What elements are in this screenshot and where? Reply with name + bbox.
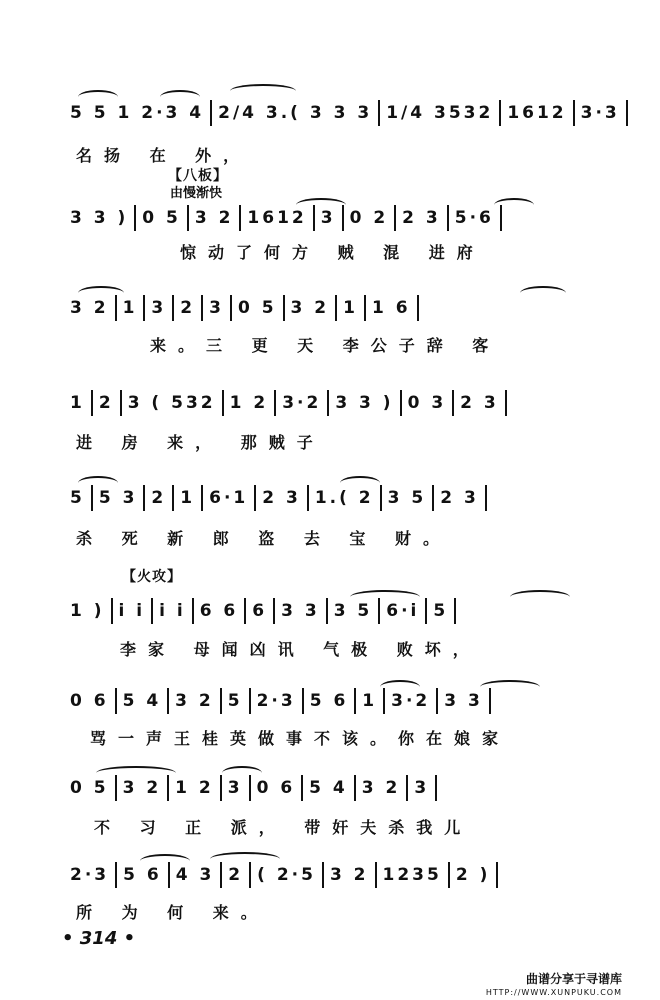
- barline: [573, 100, 575, 126]
- barline: [283, 295, 285, 321]
- measure: 6 6: [199, 601, 239, 621]
- measure: 5 3: [98, 488, 138, 508]
- measure: 3 2: [194, 208, 234, 228]
- barline: [452, 390, 454, 416]
- measure: 5: [227, 691, 243, 711]
- barline: [448, 862, 450, 888]
- measure: 1 ): [70, 601, 105, 621]
- barline: [120, 390, 122, 416]
- barline: [505, 390, 507, 416]
- measure: 2 3: [262, 488, 301, 508]
- measure: 3 2: [70, 298, 109, 318]
- measure: 4 3: [175, 865, 215, 885]
- measure: 3·2: [282, 393, 322, 413]
- measure: 5 6: [123, 865, 162, 885]
- measure: 3: [414, 778, 430, 798]
- measure: 1612: [507, 103, 567, 123]
- measure: 0 6: [256, 778, 296, 798]
- footer-url: HTTP://WWW.XUNPUKU.COM: [485, 988, 622, 997]
- measure: 1 2: [175, 778, 214, 798]
- measure: 2 ): [455, 865, 491, 885]
- barline: [192, 598, 194, 624]
- page-number: • 314 •: [62, 928, 136, 949]
- section-label-baban: 【八板】: [168, 168, 228, 184]
- barline: [432, 485, 434, 511]
- music-line-2: [70, 205, 640, 237]
- barline: [354, 688, 356, 714]
- slur: [380, 680, 420, 694]
- measure: 3 2: [361, 778, 401, 798]
- measure: 3 3: [281, 601, 320, 621]
- slur: [350, 590, 420, 604]
- lyric-line-4: 进 房 来， 那贼子: [76, 433, 325, 452]
- music-line-7: [70, 688, 640, 720]
- measure: 1: [180, 488, 196, 508]
- barline: [115, 862, 117, 888]
- measure: i i: [118, 601, 146, 621]
- measure: 1: [343, 298, 358, 318]
- barline: [400, 390, 402, 416]
- slur: [78, 476, 118, 490]
- measure: 5·6: [454, 208, 494, 228]
- barline: [322, 862, 324, 888]
- barline: [307, 485, 309, 511]
- measure: 1/4 3532: [386, 103, 494, 123]
- lyric-line-9: 所 为 何 来。: [76, 903, 269, 922]
- barline: [326, 598, 328, 624]
- measure: 3 2: [290, 298, 330, 318]
- measure: 3 5: [387, 488, 427, 508]
- barline: [335, 295, 337, 321]
- slur: [296, 198, 346, 212]
- barline: [327, 390, 329, 416]
- lyric-line-7: 骂一声王桂英做事不该。你在娘家: [90, 729, 511, 748]
- barline: [111, 598, 113, 624]
- measure: 5 4: [309, 778, 348, 798]
- slur: [140, 854, 190, 868]
- barline: [499, 100, 501, 126]
- measure: 6·1: [209, 488, 249, 508]
- measure: 3·3: [580, 103, 620, 123]
- measure: 2 3: [402, 208, 441, 228]
- measure: 0 2: [349, 208, 389, 228]
- measure: 2: [228, 865, 244, 885]
- barline: [375, 862, 377, 888]
- barline: [436, 688, 438, 714]
- barline: [254, 485, 256, 511]
- measure: 3: [151, 298, 167, 318]
- barline: [91, 390, 93, 416]
- measure: 1 2: [229, 393, 269, 413]
- measure: 3 3 ): [335, 393, 394, 413]
- barline: [134, 205, 136, 231]
- measure: 3 ( 532: [127, 393, 216, 413]
- barline: [496, 862, 498, 888]
- slur: [480, 680, 540, 694]
- barline: [454, 598, 456, 624]
- barline: [302, 688, 304, 714]
- barline: [364, 295, 366, 321]
- lyric-line-8: 不 习 正 派， 带奸夫杀我儿: [94, 818, 473, 837]
- measure: 2·3: [70, 865, 110, 885]
- barline: [201, 485, 203, 511]
- barline: [172, 485, 174, 511]
- barline: [187, 205, 189, 231]
- measure: 1: [122, 298, 138, 318]
- measure: 2 3: [440, 488, 479, 508]
- barline: [626, 100, 628, 126]
- measure: 3 3: [444, 691, 483, 711]
- slur: [520, 286, 566, 300]
- measure: 3 2: [122, 778, 162, 798]
- measure: 5: [70, 488, 85, 508]
- slur: [494, 198, 534, 212]
- measure: 3: [209, 298, 224, 318]
- slur: [340, 476, 380, 490]
- slur: [160, 90, 200, 104]
- barline: [274, 390, 276, 416]
- barline: [115, 688, 117, 714]
- barline: [151, 598, 153, 624]
- measure: 3 3 ): [70, 208, 129, 228]
- measure: 0 5: [142, 208, 181, 228]
- measure: 6: [252, 601, 268, 621]
- measure: 1: [362, 691, 378, 711]
- slur: [96, 766, 176, 780]
- measure: 3 2: [329, 865, 369, 885]
- measure: 0 6: [70, 691, 109, 711]
- barline: [143, 485, 145, 511]
- barline: [447, 205, 449, 231]
- measure: 2: [98, 393, 114, 413]
- barline: [239, 205, 241, 231]
- barline: [210, 100, 212, 126]
- measure: 2: [180, 298, 196, 318]
- tempo-marking: 由慢渐快: [170, 186, 223, 201]
- slur: [78, 286, 124, 300]
- measure: 5 6: [309, 691, 349, 711]
- slur: [78, 90, 118, 104]
- barline: [425, 598, 427, 624]
- measure: 2/4 3.( 3 3 3: [218, 103, 373, 123]
- measure: 2 3: [460, 393, 499, 413]
- slur: [510, 590, 570, 604]
- barline: [201, 295, 203, 321]
- barline: [301, 775, 303, 801]
- lyric-line-3: 来。三 更 天 李公子辞 客: [150, 336, 501, 355]
- barline: [273, 598, 275, 624]
- measure: ( 2·5: [257, 865, 316, 885]
- barline: [435, 775, 437, 801]
- measure: i i: [159, 601, 186, 621]
- measure: 3: [320, 208, 336, 228]
- measure: 3: [227, 778, 243, 798]
- measure: 5 4: [122, 691, 162, 711]
- measure: 0 5: [70, 778, 109, 798]
- lyric-line-1: 名扬 在 外，: [76, 146, 252, 165]
- slur: [230, 84, 296, 98]
- music-line-4: [70, 390, 640, 422]
- measure: 6·i: [386, 601, 420, 621]
- barline: [249, 688, 251, 714]
- measure: 1: [70, 393, 85, 413]
- measure: 2·3: [256, 691, 296, 711]
- barline: [417, 295, 419, 321]
- barline: [172, 295, 174, 321]
- barline: [485, 485, 487, 511]
- lyric-line-5: 杀 死 新 郎 盗 去 宝 财。: [76, 529, 451, 548]
- measure: 1.( 2: [314, 488, 374, 508]
- music-line-1: [70, 100, 640, 132]
- slur: [222, 766, 262, 780]
- measure: 1612: [247, 208, 307, 228]
- measure: 3 2: [175, 691, 214, 711]
- lyric-line-2: 惊动了何方 贼 混 进府: [180, 243, 485, 262]
- measure: 1 6: [371, 298, 411, 318]
- barline: [220, 688, 222, 714]
- barline: [244, 598, 246, 624]
- measure: 2: [151, 488, 167, 508]
- measure: 5 5 1 2·3 4: [70, 103, 205, 123]
- measure: 3·2: [391, 691, 431, 711]
- barline: [406, 775, 408, 801]
- section-label-huogong: 【火攻】: [122, 569, 182, 585]
- measure: 0 5: [237, 298, 277, 318]
- measure: 5: [433, 601, 449, 621]
- measure: 3 5: [333, 601, 373, 621]
- measure: 0 3: [407, 393, 447, 413]
- barline: [167, 688, 169, 714]
- slur: [210, 852, 280, 866]
- barline: [378, 100, 380, 126]
- lyric-line-6: 李家 母闻凶讯 气极 败坏，: [120, 640, 481, 659]
- footer-site-name: 曲谱分享于寻谱库: [525, 972, 622, 986]
- barline: [143, 295, 145, 321]
- measure: 1235: [382, 865, 442, 885]
- barline: [354, 775, 356, 801]
- barline: [230, 295, 232, 321]
- barline: [222, 390, 224, 416]
- barline: [394, 205, 396, 231]
